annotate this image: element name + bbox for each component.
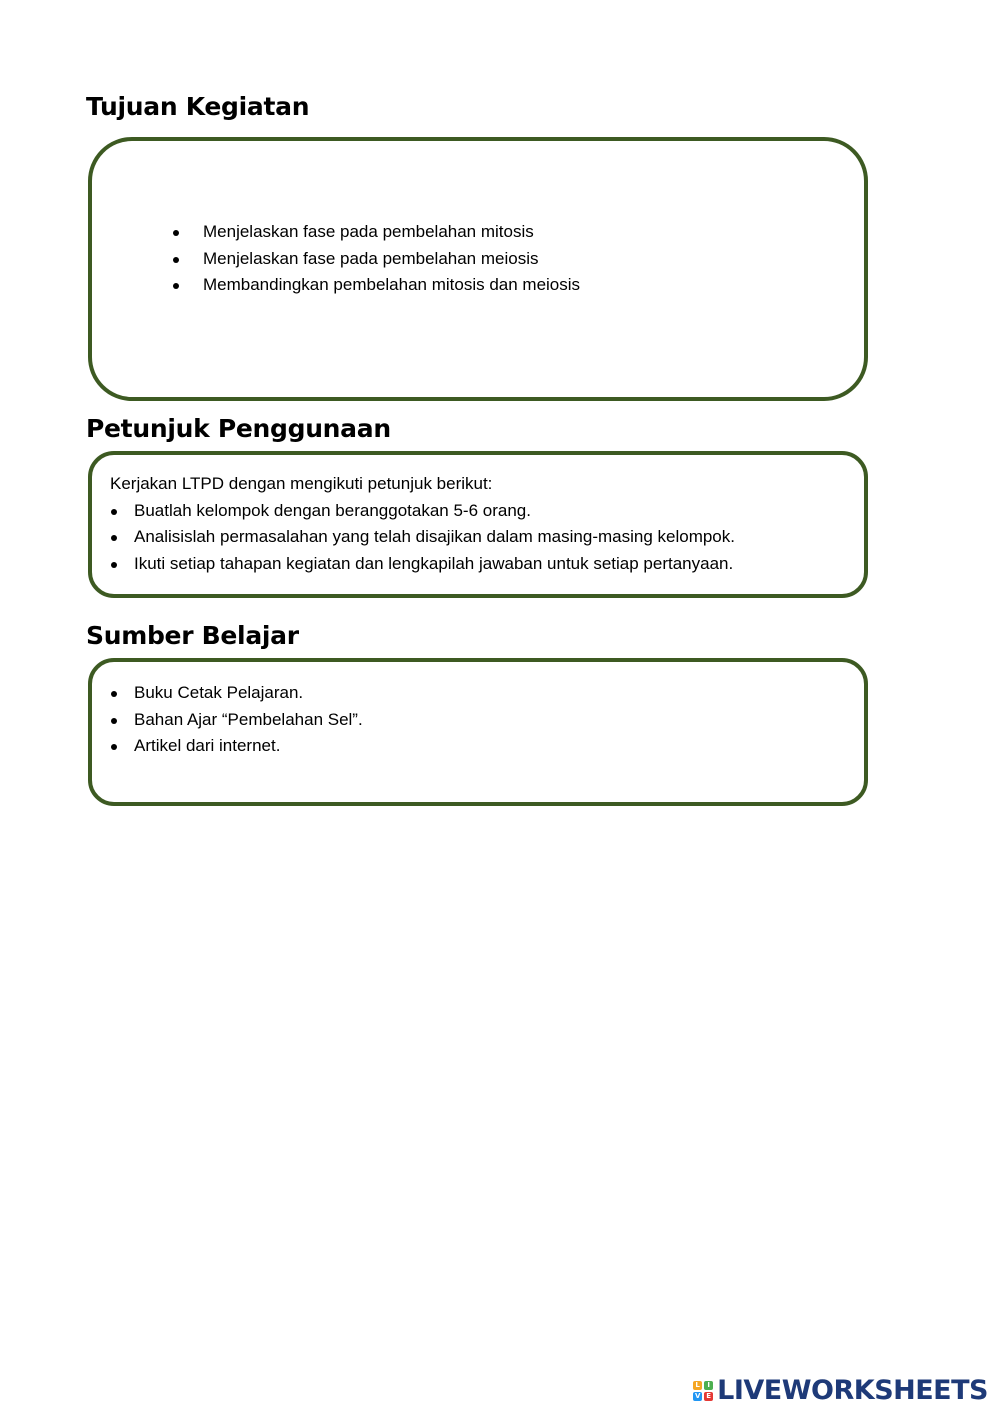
list-item: Bahan Ajar “Pembelahan Sel”. bbox=[110, 707, 363, 734]
petunjuk-content bbox=[110, 471, 735, 577]
list-item: Menjelaskan fase pada pembelahan meiosis bbox=[172, 246, 580, 273]
sumber-belajar-panel bbox=[88, 658, 868, 806]
list-item: Artikel dari internet. bbox=[110, 733, 363, 760]
tujuan-kegiatan-panel bbox=[88, 137, 868, 401]
list-item: Ikuti setiap tahapan kegiatan dan lengkapilah jawaban untuk setiap pertanyaan. bbox=[110, 551, 735, 578]
logo-cell: I bbox=[704, 1381, 713, 1390]
logo-cell: E bbox=[704, 1392, 713, 1401]
list-item: Menjelaskan fase pada pembelahan mitosis bbox=[172, 219, 580, 246]
list-item: Buatlah kelompok dengan beranggotakan 5-6 orang. bbox=[110, 498, 735, 525]
tujuan-kegiatan-list bbox=[172, 219, 580, 299]
section-title-petunjuk-penggunaan: Petunjuk Penggunaan bbox=[86, 414, 391, 443]
petunjuk-intro-text: Kerjakan LTPD dengan mengikuti petunjuk berikut: bbox=[110, 474, 493, 493]
logo-cell: V bbox=[694, 1391, 701, 1400]
liveworksheets-wordmark: LIVEWORKSHEETS bbox=[717, 1375, 988, 1406]
petunjuk-list bbox=[110, 498, 735, 578]
section-title-tujuan-kegiatan: Tujuan Kegiatan bbox=[86, 92, 310, 121]
section-title-sumber-belajar: Sumber Belajar bbox=[86, 621, 299, 650]
liveworksheets-brand bbox=[693, 1377, 988, 1404]
petunjuk-penggunaan-panel bbox=[88, 451, 868, 598]
liveworksheets-logo-icon bbox=[693, 1381, 713, 1401]
logo-cell: L bbox=[693, 1381, 702, 1390]
list-item: Analisislah permasalahan yang telah disajikan dalam masing-masing kelompok. bbox=[110, 524, 735, 551]
sumber-belajar-list bbox=[110, 680, 363, 760]
list-item: Membandingkan pembelahan mitosis dan meiosis bbox=[172, 272, 580, 299]
list-item: Buku Cetak Pelajaran. bbox=[110, 680, 363, 707]
